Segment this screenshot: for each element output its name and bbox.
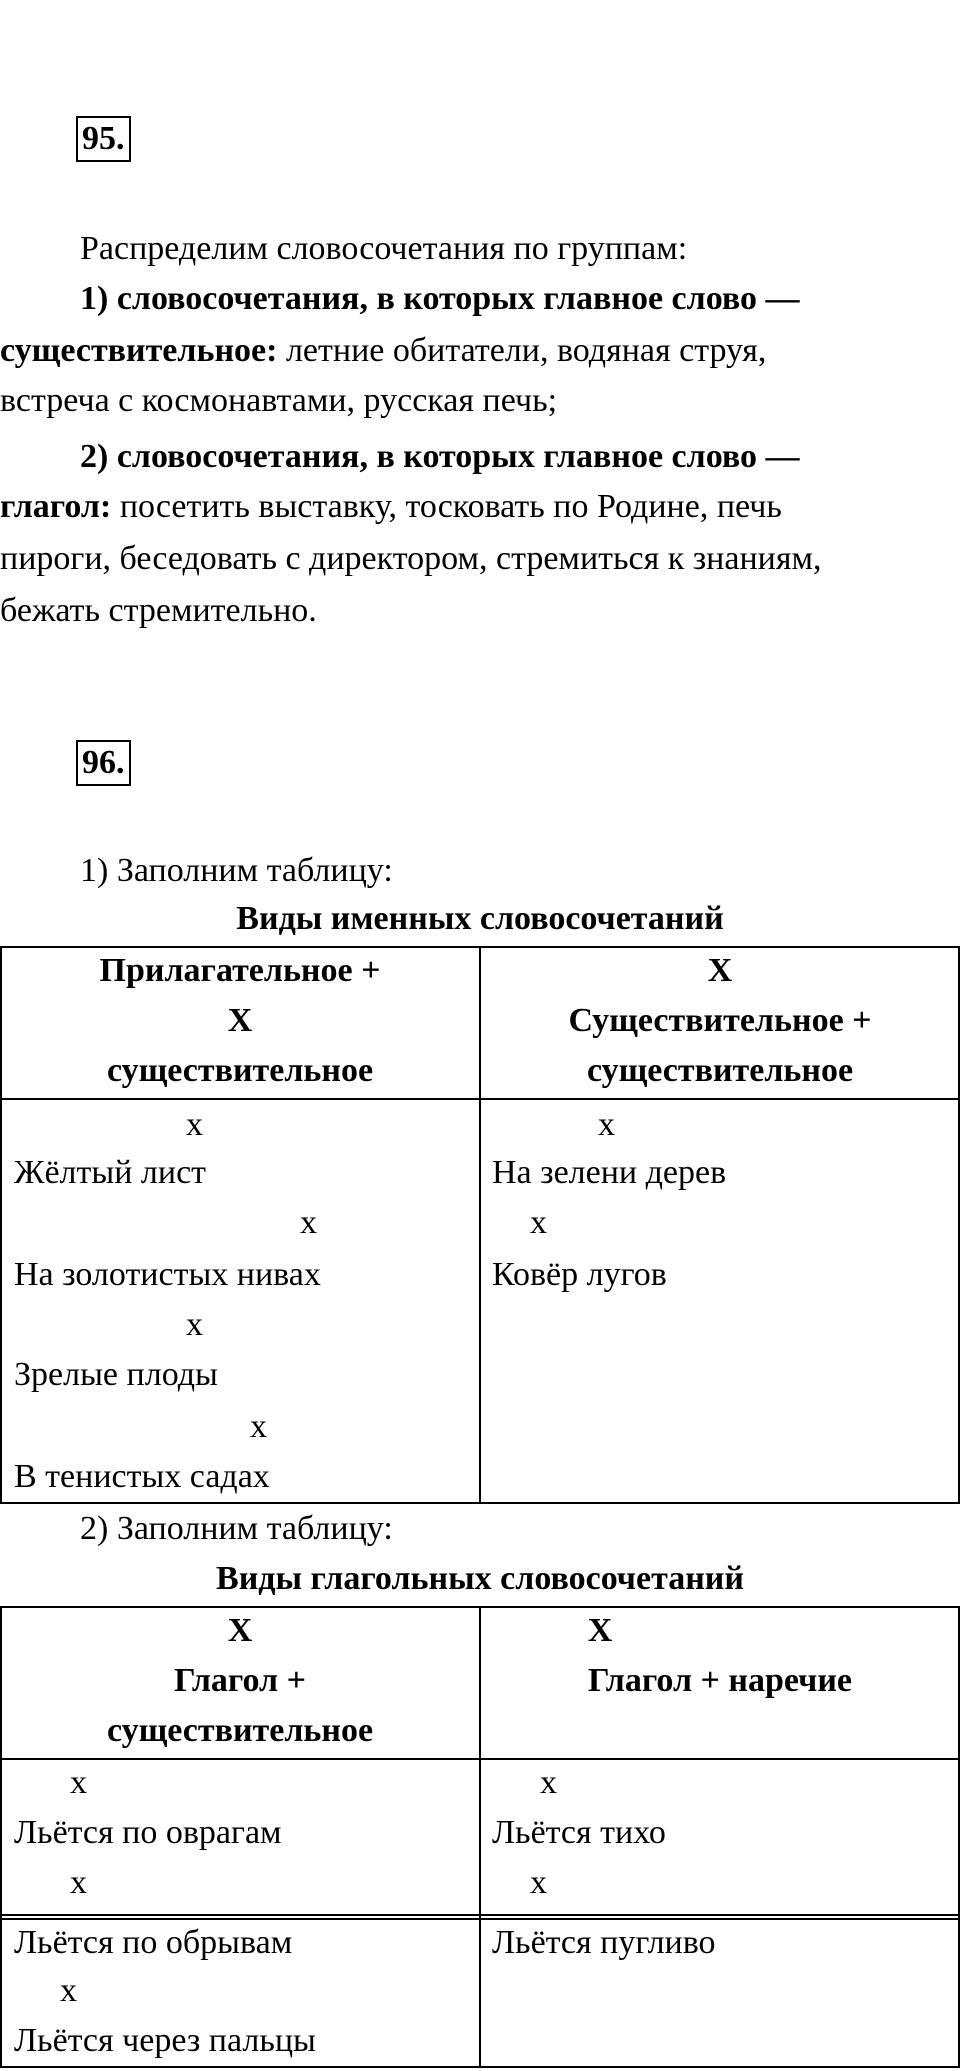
table2-right-mark-1: x	[540, 1764, 557, 1801]
table1-left-header-2: X	[227, 1002, 253, 1039]
ex95-group2-text1: посетить выставку, тосковать по Родине, печь	[111, 488, 782, 525]
table1-left-item-4: В тенистых садах	[14, 1458, 270, 1495]
ex95-group2-heading: 2) словосочетания, в которых главное слово —	[80, 438, 800, 475]
table1-right-mark-2: x	[530, 1204, 547, 1241]
table2-left-item-2: Льётся по обрывам	[14, 1924, 293, 1961]
ex95-group1-label: существительное:	[0, 332, 278, 369]
table2-left-item-1: Льётся по оврагам	[14, 1814, 282, 1851]
table2-right-item-2: Льётся пугливо	[492, 1924, 716, 1961]
table1-right-header-2: Существительное +	[568, 1002, 872, 1039]
table2-right-item-1: Льётся тихо	[492, 1814, 666, 1851]
exercise-number-95: 95.	[76, 116, 131, 162]
exercise-number-96: 96.	[76, 740, 131, 786]
table1-right-item-2: Ковёр лугов	[492, 1256, 667, 1293]
table1-left-item-2: На золотистых нивах	[14, 1256, 321, 1293]
ex95-group1-text2: встреча с космонавтами, русская печь;	[0, 382, 558, 419]
table2-left-item-3: Льётся через пальцы	[14, 2022, 316, 2059]
ex95-group2-line1	[0, 482, 782, 532]
table2-left-header-2: Глагол +	[174, 1662, 306, 1699]
table1-left-mark-3: x	[186, 1306, 203, 1343]
table1-left-mark-2: x	[300, 1204, 317, 1241]
ex95-intro: Распределим словосочетания по группам:	[80, 230, 688, 267]
ex95-group2-label: глагол:	[0, 488, 112, 525]
table1-left-header-1: Прилагательное +	[99, 952, 381, 989]
table2-left-mark-1: x	[70, 1764, 87, 1801]
table2-left-header-1: X	[227, 1612, 253, 1649]
table1-caption: Виды именных словосочетаний	[236, 900, 724, 937]
ex95-group1-text1: летние обитатели, водяная струя,	[277, 332, 767, 369]
table2-left-mark-3: x	[60, 1972, 77, 2009]
ex96-step2: 2) Заполним таблицу:	[80, 1510, 393, 1547]
table2-right-header-2: Глагол + наречие	[587, 1662, 853, 1699]
table1-left-mark-1: x	[186, 1106, 203, 1143]
table1-left-item-3: Зрелые плоды	[14, 1356, 218, 1393]
table2-right-header-1: X	[587, 1612, 613, 1649]
table1-right-item-1: На зелени дерев	[492, 1154, 727, 1191]
table1-left-item-1: Жёлтый лист	[14, 1154, 207, 1191]
table2-left-mark-2: x	[70, 1864, 87, 1901]
table2-header-divider	[0, 1758, 960, 1760]
table1-header-divider	[0, 1098, 960, 1100]
table2-continuation-column-divider	[479, 1914, 481, 2068]
ex95-group1-heading: 1) словосочетания, в которых главное слово —	[80, 280, 800, 317]
table1-left-mark-4: x	[250, 1408, 267, 1445]
table2-left-header-3: существительное	[106, 1712, 374, 1749]
ex95-group2-text3: бежать стремительно.	[0, 592, 317, 629]
table1-right-mark-1: x	[598, 1106, 615, 1143]
table2-right-mark-2: x	[530, 1864, 547, 1901]
table1-right-header-1: X	[707, 952, 733, 989]
ex95-group1-line1	[0, 326, 766, 376]
table1-right-header-3: существительное	[586, 1052, 854, 1089]
ex96-step1: 1) Заполним таблицу:	[80, 852, 393, 889]
ex95-group2-text2: пироги, беседовать с директором, стремиться к знаниям,	[0, 540, 822, 577]
table2-caption: Виды глагольных словосочетаний	[216, 1560, 744, 1597]
table1-left-header-3: существительное	[106, 1052, 374, 1089]
